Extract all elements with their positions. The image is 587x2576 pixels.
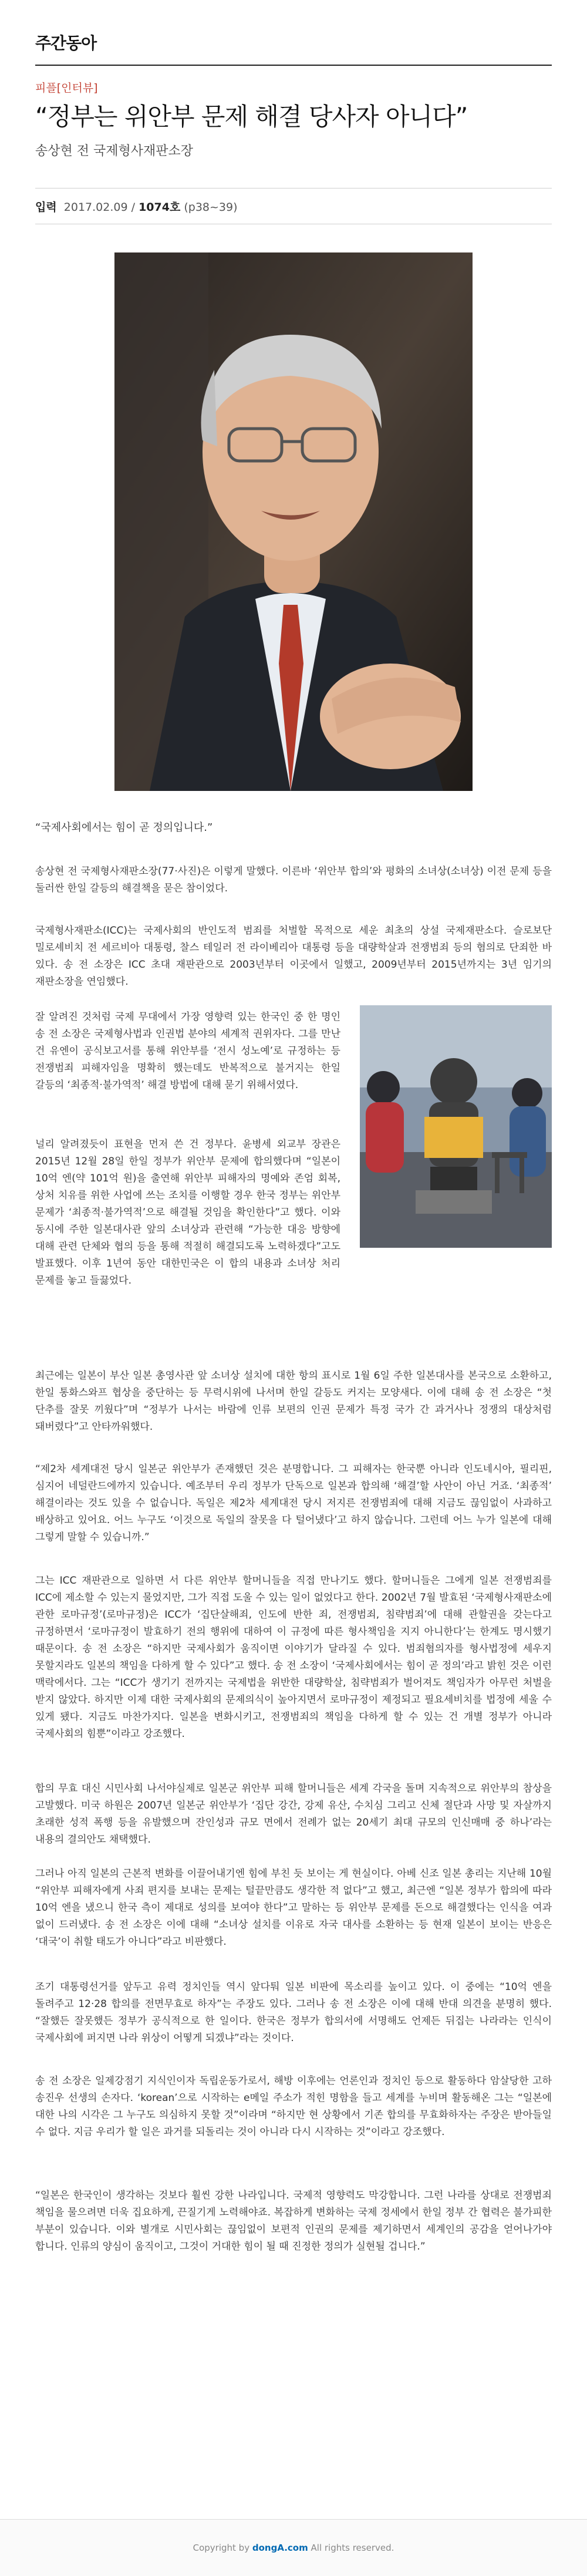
paragraph: 널리 알려졌듯이 표현을 먼저 쓴 건 정부다. 윤병세 외교부 장관은 2015년 12월 28일 한일 정부가 위안부 문제에 합의했다며 “일본이 10억 엔(약 101억 원)을 출연해 위안부 피해자의 명예와 존엄 회복, 상처 치유를 위한 사업에 쓰는 조치를 이행할 경우 한국 정부는 위안부 문제가 ‘최종적·불가역적’으로 해결될 것임을 확인한다”고 했다. 이와 동시에 주한 일본대사관 앞의 소녀상과 관련해 “가능한 대응 방향에 대해 관련 단체와 협의 등을 통해 적절히 해결되도록 노력하겠다”고도 발표했다. 이후 1년여 동안 대한민국은 이 합의 내용과 소녀상 처리 문제를 놓고 들끓었다. bbox=[35, 1139, 340, 1287]
page-range: (p38~39) bbox=[184, 201, 238, 214]
paragraph: 그러나 아직 일본의 근본적 변화를 이끌어내기엔 힘에 부친 듯 보이는 게 현실이다. 아베 신조 일본 총리는 지난해 10월 “위안부 피해자에게 사죄 편지를 보내는 문제는 털끝만큼도 생각한 적 없다”고 했고, 최근엔 “일본 정부가 합의에 따라 10억 엔을 냈으니 한국 측이 제대로 성의를 보여야 한다”고 말하는 등 위안부 문제를 돈으로 해결했다는 인식을 여과 없이 드러냈다. 송 전 소장은 이에 대해 “소녀상 설치를 이유로 자국 대사를 소환하는 등 현재 일본이 보이는 반응은 ‘대국’이 취할 태도가 아니다”라고 비판했다. bbox=[35, 1868, 552, 1948]
paragraph: “일본은 한국인이 생각하는 것보다 훨씬 강한 나라입니다. 국제적 영향력도 막강합니다. 그런 나라를 상대로 전쟁범죄 책임을 물으려면 더욱 집요하게, 끈질기게 노력해야죠. 복잡하게 변화하는 국제 정세에서 한일 정부 간 협력은 불가피한 부분이 있습니다. 이와 별개로 시민사회는 끊임없이 보편적 인권의 문제를 제기하면서 세계인의 공감을 얻어나가야 합니다. 인류의 양심이 움직이고, 그것이 거대한 힘이 될 때 진정한 정의가 실현될 겁니다.” bbox=[35, 2190, 552, 2252]
statue-photo bbox=[360, 1005, 552, 1248]
paragraph: “제2차 세계대전 당시 일본군 위안부가 존재했던 것은 분명합니다. 그 피해자는 한국뿐 아니라 인도네시아, 필리핀, 심지어 네덜란드에까지 있습니다. 예조부터 우리 정부가 단독으로 일본과 합의해 ‘해결’할 사안이 아닌 거죠. ‘최종적’ 해결이라는 것도 있을 수 없습니다. 독일은 제2차 세계대전 당시 저지른 전쟁범죄에 대해 지금도 끊임없이 사과하고 배상하고 있어요. 어느 누구도 ‘이것으로 독일의 잘못을 다 털어냈다’고 하지 않습니다. 그런데 어느 누가 일본에 대해 그렇게 말할 수 있습니까.” bbox=[35, 1463, 552, 1543]
issue-number: 1074호 bbox=[139, 201, 181, 214]
paragraph: 국제형사재판소(ICC)는 국제사회의 반인도적 범죄를 처벌할 목적으로 세운 최초의 상설 국제재판소다. 슬로보단 밀로셰비치 전 세르비아 대통령, 찰스 테일러 전 라이베리아 대통령 등을 대량학살과 전쟁범죄 등의 혐의로 단죄한 바 있다. 송 전 소장은 ICC 초대 재판관으로 2003년부터 이곳에서 일했고, 2009년부터 2015년까지는 3년 임기의 재판소장을 연임했다. bbox=[35, 925, 552, 988]
paragraph: 잘 알려진 것처럼 국제 무대에서 가장 영향력 있는 한국인 중 한 명인 송 전 소장은 국제형사법과 인권법 분야의 세계적 권위자다. 그를 만난 건 유엔이 공식보고서를 통해 위안부를 ‘전시 성노예’로 규정하는 등 전쟁범죄 피해자임을 명확히 했는데도 반복적으로 불거지는 한일 갈등의 ‘최종적·불가역적’ 해결 방법에 대해 묻기 위해서였다. bbox=[35, 1011, 340, 1091]
article-subtitle: 송상현 전 국제형사재판소장 bbox=[35, 144, 194, 159]
article-meta bbox=[35, 188, 552, 224]
article-category[interactable]: 피플[인터뷰] bbox=[35, 82, 98, 95]
footer-brand-link[interactable]: dongA.com bbox=[252, 2543, 308, 2553]
portrait-photo bbox=[114, 252, 473, 791]
publish-date: 2017.02.09 bbox=[63, 201, 128, 214]
footer bbox=[0, 2519, 587, 2576]
article-headline: “정부는 위안부 문제 해결 당사자 아니다” bbox=[35, 102, 468, 131]
paragraph: 송 전 소장은 일제강점기 지식인이자 독립운동가로서, 해방 이후에는 언론인과 정치인 등으로 활동하다 암살당한 고하 송진우 선생의 손자다. ‘korean’으로 시작하는 e메일 주소가 적힌 명함을 들고 세계를 누비며 활동해온 그는 “일본에 대한 나의 시각은 그 누구도 의심하지 못할 것”이라며 “하지만 현 상황에서 기존 합의를 무효화하자는 주장은 받아들일 수 없다. 지금 우리가 할 일은 과거를 되돌리는 것이 아니라 다시 시작하는 것”이라고 강조했다. bbox=[35, 2075, 552, 2138]
paragraph: 그는 ICC 재판관으로 일하면 서 다른 위안부 할머니들을 직접 만나기도 했다. 할머니들은 그에게 일본 전쟁범죄를 ICC에 제소할 수 있는지 물었지만, 그가 직접 도울 수 있는 일이 없었다고 한다. 2002년 7월 발효된 ‘국제형사재판소에 관한 로마규정’(로마규정)은 ICC가 ‘집단살해죄, 인도에 반한 죄, 전쟁범죄, 침략범죄’에 대해 관할권을 갖는다고 규정하면서 ‘로마규정이 발효하기 전의 행위에 대하여 이 규정에 따른 형사책임을 지지 아니한다’는 한계도 명시했기 때문이다. 송 전 소장은 “하지만 국제사회가 움직이면 이야기가 달라질 수 있다. 범죄혐의자를 형사법정에 세우지 못할지라도 일본의 책임을 다하게 할 수 있다”고 했다. 송 전 소장이 ‘국제사회에서는 힘이 곧 정의’라고 밝힌 것은 이런 맥락에서다. 그는 “ICC가 생기기 전까지는 국제법을 위반한 대량학살, 침략범죄가 벌어져도 책임자가 아무런 처벌을 받지 않았다. 하지만 이제 대한 국제사회의 문제의식이 높아지면서 로마규정이 제정되고 필요세비치를 법정에 세울 수 있게 됐다. 지금도 마찬가지다. 일본을 변화시키고, 전쟁범죄의 책임을 다하게 할 수 있는 건 개별 정부가 아니라 국제사회의 힘뿐”이라고 강조했다. bbox=[35, 1575, 552, 1740]
photo-caption: “국제사회에서는 힘이 곧 정의입니다.” bbox=[35, 821, 213, 834]
publication-logo[interactable]: 주간동아 bbox=[35, 33, 97, 53]
paragraph: 최근에는 일본이 부산 일본 총영사관 앞 소녀상 설치에 대한 항의 표시로 1월 6일 주한 일본대사를 본국으로 소환하고, 한일 통화스와프 협상을 중단하는 등 무력시위에 나서며 한일 갈등도 커지는 모양새다. 이에 대해 송 전 소장은 “첫 단추를 잘못 끼웠다”며 “정부가 나서는 바람에 인류 보편의 인권 문제가 특정 국가 간 과거사나 정쟁의 대상처럼 돼버렸다”고 안타까워했다. bbox=[35, 1370, 552, 1433]
masthead bbox=[35, 23, 552, 66]
copyright-prefix: Copyright by bbox=[193, 2543, 250, 2553]
paragraph: 합의 무효 대신 시민사회 나서야실제로 일본군 위안부 피해 할머니들은 세계 각국을 돌며 지속적으로 위안부의 참상을 고발했다. 미국 하원은 2007년 일본군 위안부가 ‘집단 강간, 강제 유산, 수치심 그리고 신체 절단과 사망 및 자살까지 초래한 성적 폭행 등을 유발했으며 잔인성과 규모 면에서 전례가 없는 20세기 최대 규모의 인신매매 중 하나’라는 내용의 결의안도 채택했다. bbox=[35, 1783, 552, 1846]
meta-separator: / bbox=[131, 201, 136, 214]
copyright-suffix: All rights reserved. bbox=[311, 2543, 394, 2553]
meta-label: 입력 bbox=[35, 201, 57, 214]
paragraph: 조기 대통령선거를 앞두고 유력 정치인들 역시 앞다퉈 일본 비판에 목소리를 높이고 있다. 이 중에는 “10억 엔을 돌려주고 12·28 합의를 전면무효로 하자”는 주장도 있다. 그러나 송 전 소장은 이에 대해 반대 의견을 분명히 했다. “잘했든 잘못했든 정부가 공식적으로 한 일이다. 한국은 정부가 합의서에 서명해도 언제든 뒤집는 나라라는 인식이 국제사회에 퍼지면 나라 위상이 어떻게 되겠냐”라는 것이다. bbox=[35, 1981, 552, 2044]
paragraph: 송상현 전 국제형사재판소장(77·사진)은 이렇게 말했다. 이른바 ‘위안부 합의’와 평화의 소녀상(소녀상) 이전 문제 등을 둘러싼 한일 갈등의 해결책을 묻은 참이었다. bbox=[35, 866, 552, 894]
